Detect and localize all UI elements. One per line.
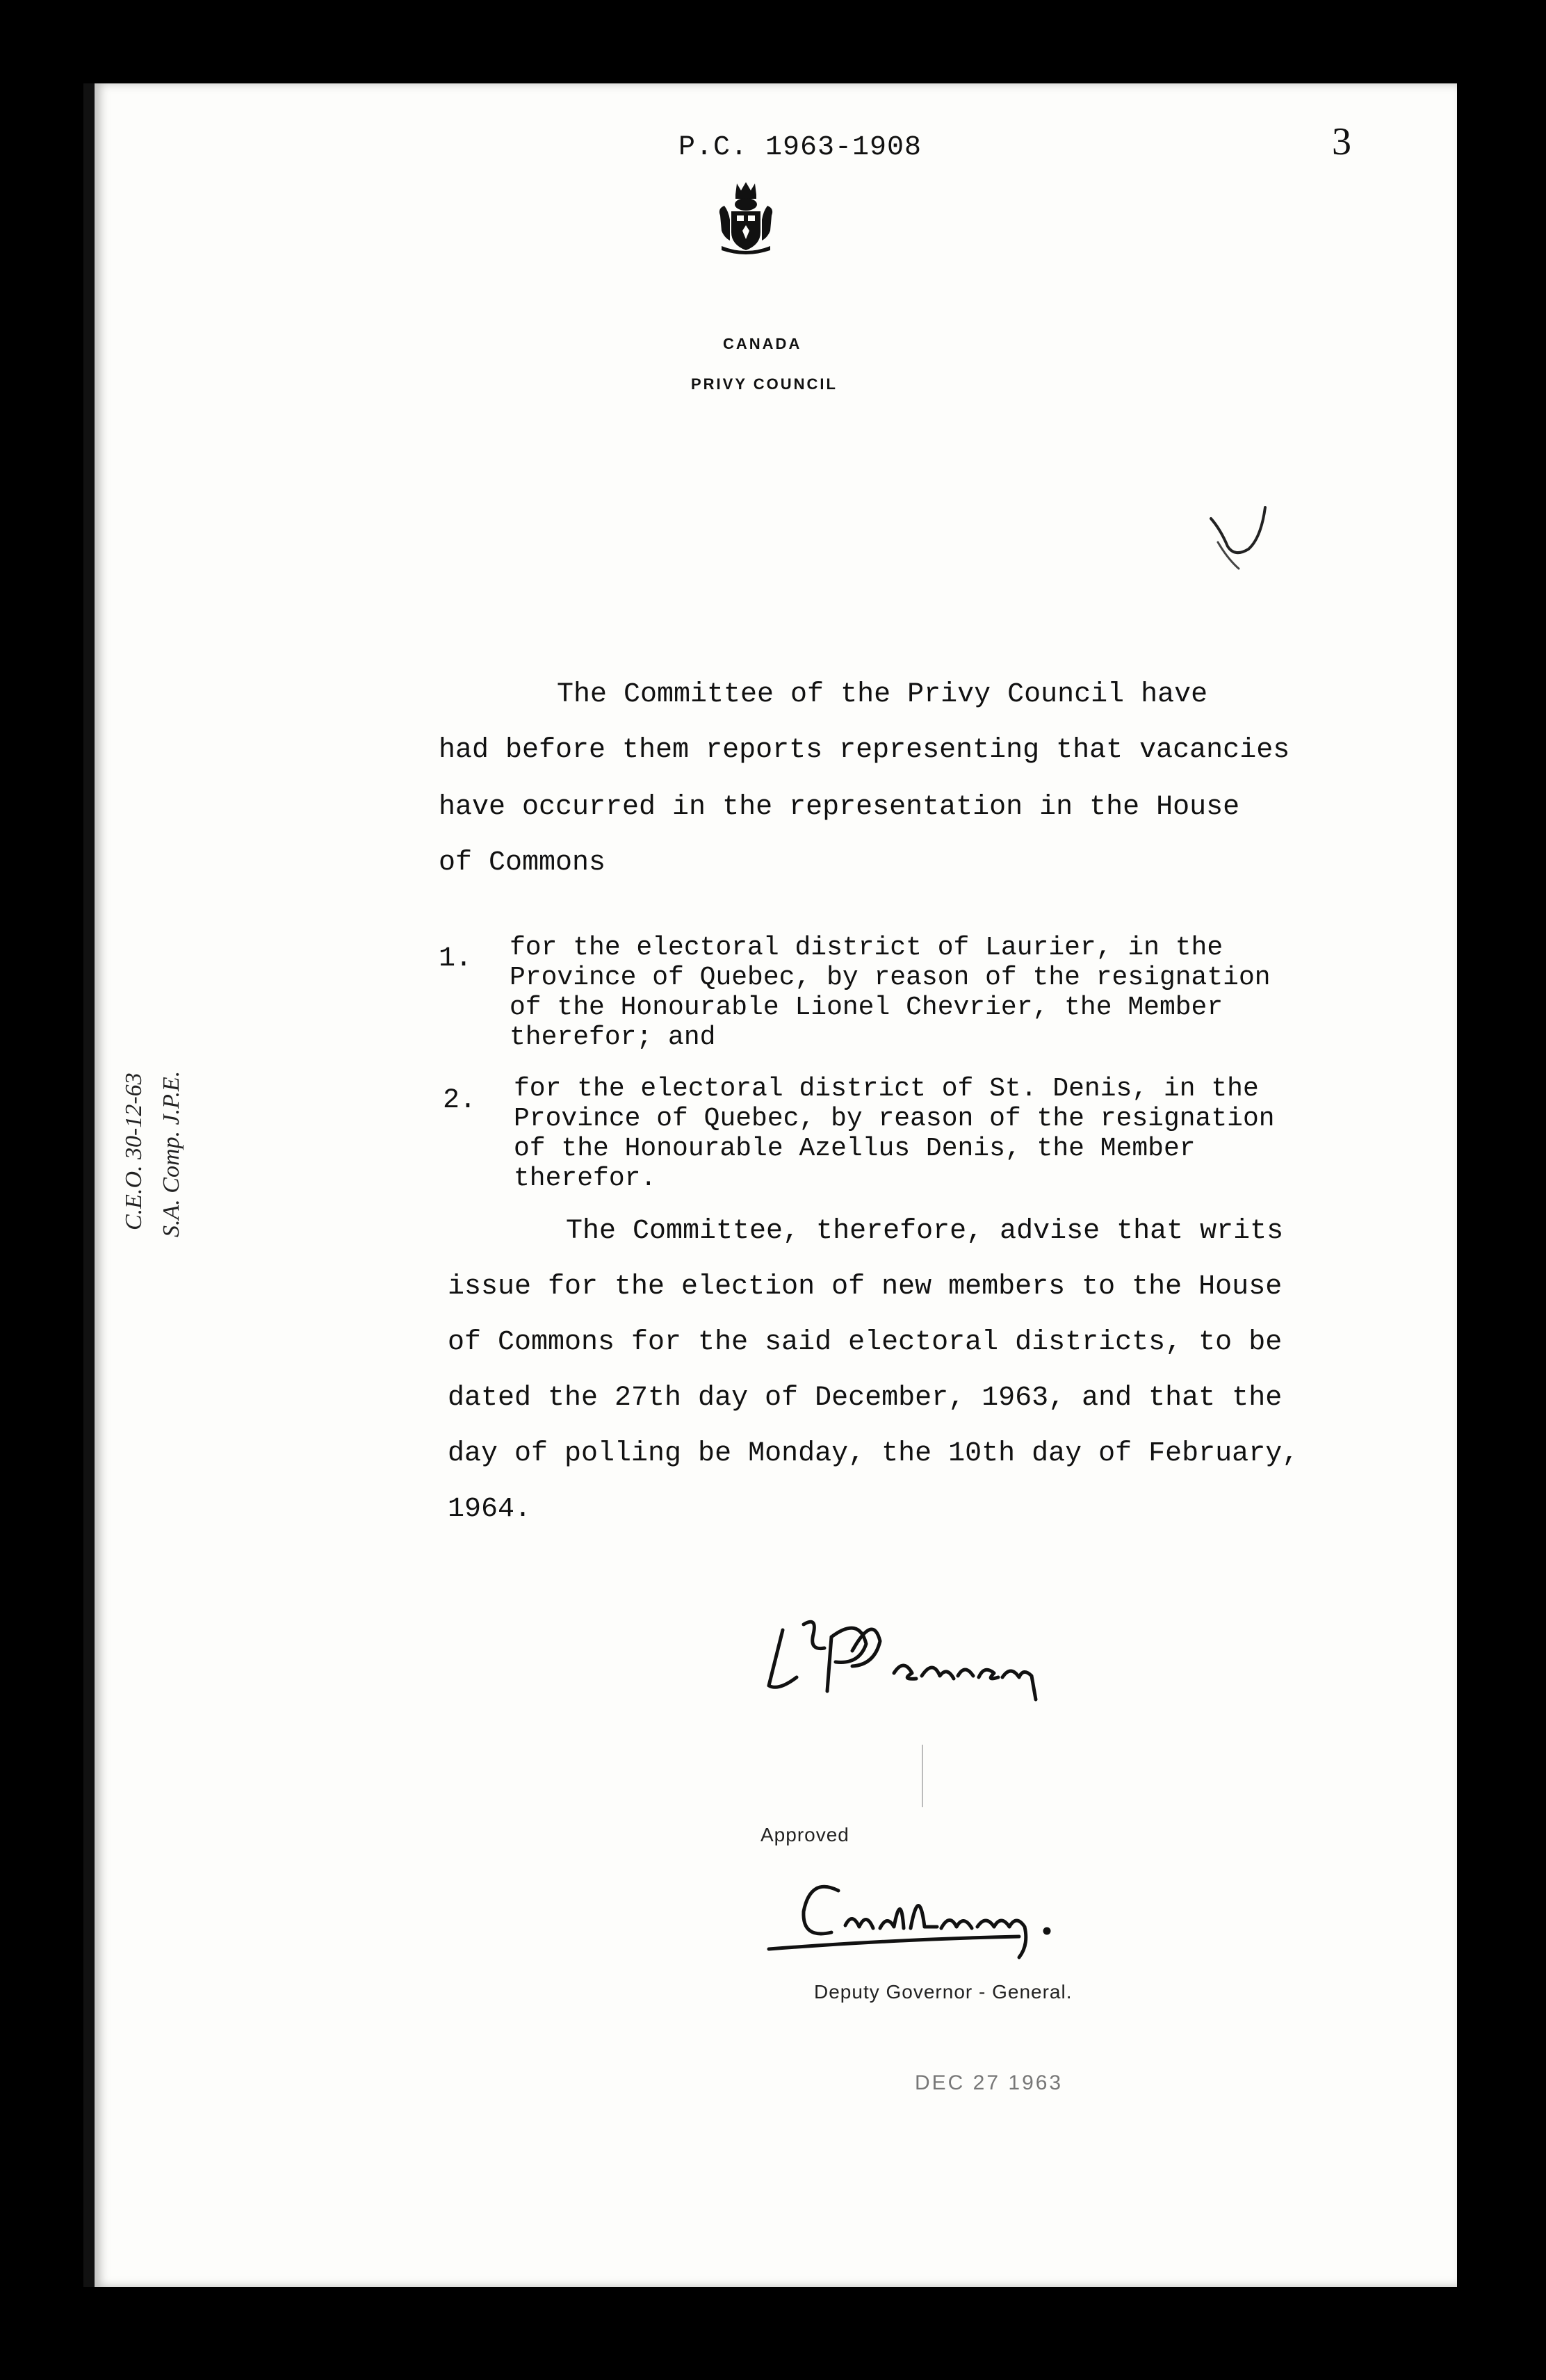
item-1-line-3: of the Honourable Lionel Chevrier, the Member bbox=[510, 993, 1223, 1022]
paragraph-1-line-2: had before them reports representing that vacancies bbox=[439, 735, 1290, 766]
item-1-line-2: Province of Quebec, by reason of the resignation bbox=[510, 963, 1271, 993]
item-2 bbox=[514, 1074, 1275, 1193]
item-2-line-1: for the electoral district of St. Denis, in the bbox=[514, 1074, 1259, 1104]
paragraph-2-line-4: dated the 27th day of December, 1963, and that the bbox=[448, 1383, 1283, 1414]
paragraph-2-line-6: 1964. bbox=[448, 1494, 532, 1525]
approved-label: Approved bbox=[760, 1824, 849, 1845]
item-1-line-4: therefor; and bbox=[510, 1022, 716, 1052]
coat-of-arms-icon bbox=[715, 181, 777, 254]
deputy-governor-title: Deputy Governor - General. bbox=[814, 1981, 1073, 2003]
date-stamp: DEC 27 1963 bbox=[915, 2071, 1064, 2094]
paragraph-1-line-1: The Committee of the Privy Council have bbox=[557, 679, 1208, 710]
paragraph-2-line-1: The Committee, therefore, advise that writs bbox=[566, 1216, 1284, 1247]
margin-note-line-2: S.A. Comp. J.P.E. bbox=[158, 1070, 184, 1237]
paragraph-2-line-3: of Commons for the said electoral districts, to be bbox=[448, 1327, 1283, 1358]
paragraph-2-line-5: day of polling be Monday, the 10th day of February, bbox=[448, 1438, 1299, 1469]
item-1-number: 1. bbox=[439, 943, 473, 975]
item-2-number: 2. bbox=[443, 1085, 477, 1116]
document-page bbox=[83, 83, 1457, 2287]
item-2-line-2: Province of Quebec, by reason of the resignation bbox=[514, 1104, 1275, 1134]
page-number: 3 bbox=[1332, 120, 1351, 163]
item-1-line-1: for the electoral district of Laurier, in the bbox=[510, 933, 1223, 963]
item-1 bbox=[510, 933, 1271, 1052]
paragraph-2-line-2: issue for the election of new members to the House bbox=[448, 1271, 1283, 1303]
country-label: CANADA bbox=[723, 335, 802, 352]
paragraph-1-line-3: have occurred in the representation in the House bbox=[439, 792, 1240, 823]
item-2-line-3: of the Honourable Azellus Denis, the Member bbox=[514, 1134, 1196, 1164]
fold-mark bbox=[922, 1745, 923, 1807]
deputy-governor-signature bbox=[755, 1863, 1158, 1967]
item-2-line-4: therefor. bbox=[514, 1164, 657, 1193]
check-mark-icon bbox=[1207, 487, 1283, 591]
prime-minister-signature bbox=[755, 1609, 1144, 1727]
order-number: P.C. 1963-1908 bbox=[678, 132, 922, 163]
privy-council-label: PRIVY COUNCIL bbox=[691, 375, 838, 393]
margin-note-line-1: C.E.O. 30-12-63 bbox=[121, 1073, 147, 1230]
paragraph-1-line-4: of Commons bbox=[439, 847, 606, 879]
